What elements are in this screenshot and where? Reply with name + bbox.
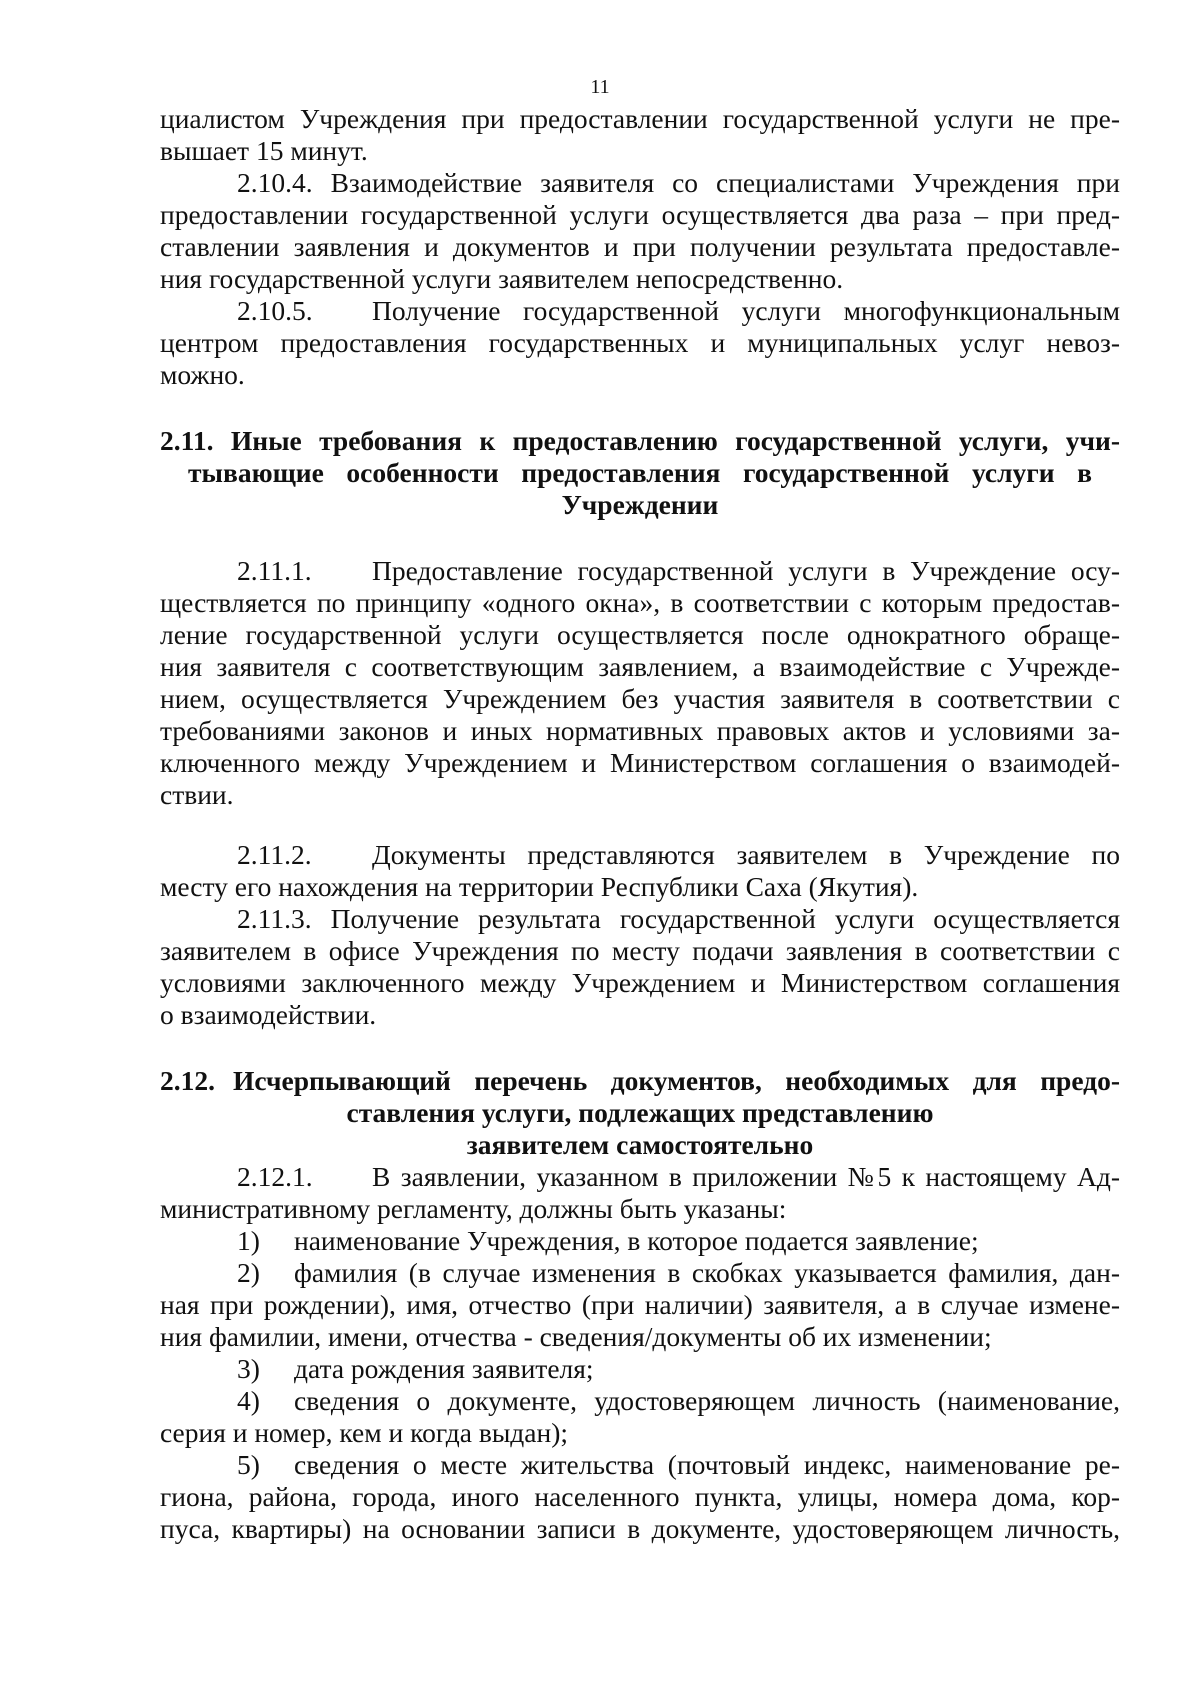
list-marker: 2): [237, 1257, 260, 1288]
text-line: ния государственной услуги заявителем непосредственно.: [160, 263, 844, 294]
text-line: 2.12.1. В заявлении, указанном в приложении №5 к настоящему Ад-: [237, 1161, 1120, 1192]
heading-line: заявителем самостоятельно: [466, 1129, 814, 1160]
text-line: 1) наименование Учреждения, в которое подается заявление;: [237, 1225, 979, 1256]
text-line: ключенного между Учреждением и Министерством соглашения о взаимодей-: [160, 747, 1120, 778]
text-line: ление государственной услуги осуществляется после однократного обраще-: [160, 619, 1120, 650]
text-line: можно.: [160, 359, 245, 390]
list-marker: 3): [237, 1353, 260, 1384]
paragraph-number: 2.11.2.: [237, 839, 312, 870]
paragraph-2-10-5: [160, 295, 1120, 391]
text-line: 2) фамилия (в случае изменения в скобках указывается фамилия, дан-: [237, 1257, 1120, 1288]
text-line: гиона, района, города, иного населенного пункта, улицы, номера дома, кор-: [160, 1481, 1120, 1512]
text-line: 2.10.5. Получение государственной услуги многофункциональным: [237, 295, 1120, 326]
text-line: 4) сведения о документе, удостоверяющем личность (наименование,: [237, 1385, 1120, 1416]
text-line: условиями заключенного между Учреждением и Министерством соглашения: [160, 967, 1120, 998]
list-item: [160, 1385, 1120, 1449]
paragraph-2-11-1: [160, 555, 1120, 811]
paragraph-2-11-3: [160, 903, 1120, 1031]
list-item: [160, 1225, 1120, 1257]
text-line: ставлении заявления и документов и при получении результата предоставле-: [160, 231, 1120, 262]
text-line: 2.10.4. Взаимодействие заявителя со специалистами Учреждения при: [237, 167, 1120, 198]
list-item: [160, 1257, 1120, 1353]
paragraph-number: 2.11.3.: [237, 903, 312, 934]
paragraph-number: 2.10.5.: [237, 295, 313, 326]
list-marker: 4): [237, 1385, 260, 1416]
heading-line: 2.12. Исчерпывающий перечень документов, необходимых для предо-: [160, 1065, 1120, 1096]
list-item: [160, 1353, 1120, 1385]
text-line: пуса, квартиры) на основании записи в документе, удостоверяющем личность,: [160, 1513, 1120, 1544]
paragraph-2-10-4: [160, 167, 1120, 295]
requirements-list: [160, 1225, 1120, 1545]
list-marker: 1): [237, 1225, 260, 1256]
section-heading-2-12: [160, 1065, 1120, 1161]
text-line: 5) сведения о месте жительства (почтовый индекс, наименование ре-: [237, 1449, 1120, 1480]
text-line: ная при рождении), имя, отчество (при наличии) заявителя, а в случае измене-: [160, 1289, 1120, 1320]
heading-line: ставления услуги, подлежащих представлению: [346, 1097, 934, 1128]
paragraph-number: 2.10.4.: [237, 167, 313, 198]
text-line: 2.11.2. Документы представляются заявителем в Учреждение по: [237, 839, 1120, 870]
text-line: ния фамилии, имени, отчества - сведения/документы об их изменении;: [160, 1321, 992, 1352]
section-number: 2.11.: [160, 425, 214, 456]
list-marker: 5): [237, 1449, 260, 1480]
text-line: предоставлении государственной услуги осуществляется два раза – при пред-: [160, 199, 1120, 230]
text-line: министративному регламенту, должны быть указаны:: [160, 1193, 787, 1224]
page-number: 11: [590, 76, 610, 98]
section-number: 2.12.: [160, 1065, 215, 1096]
paragraph-number: 2.11.1.: [237, 555, 312, 586]
text-line: серия и номер, кем и когда выдан);: [160, 1417, 569, 1448]
text-line: циалистом Учреждения при предоставлении государственной услуги не пре-: [160, 103, 1120, 134]
text-line: месту его нахождения на территории Республики Саха (Якутия).: [160, 871, 919, 902]
text-line: нием, осуществляется Учреждением без участия заявителя в соответствии с: [160, 683, 1120, 714]
text-line: ния заявителя с соответствующим заявлением, а взаимодействие с Учрежде-: [160, 651, 1120, 682]
text-line: 2.11.3. Получение результата государственной услуги осуществляется: [237, 903, 1121, 934]
heading-line: тывающие особенности предоставления государственной услуги в: [188, 457, 1092, 488]
text-line: ществляется по принципу «одного окна», в соответствии с которым предостав-: [160, 587, 1120, 618]
text-line: требованиями законов и иных нормативных правовых актов и условиями за-: [160, 715, 1120, 746]
text-line: центром предоставления государственных и муниципальных услуг невоз-: [160, 327, 1120, 358]
paragraph-2-11-2: [160, 839, 1120, 903]
text-line: вышает 15 минут.: [160, 135, 368, 166]
paragraph-2-12-1: [160, 1161, 1120, 1225]
text-line: 3) дата рождения заявителя;: [237, 1353, 594, 1384]
paragraph-continuation: [160, 103, 1120, 167]
text-line: 2.11.1. Предоставление государственной услуги в Учреждение осу-: [237, 555, 1120, 586]
heading-line: 2.11. Иные требования к предоставлению государственной услуги, учи-: [160, 425, 1120, 456]
document-text: [160, 103, 1120, 1545]
text-line: о взаимодействии.: [160, 999, 377, 1030]
heading-line: Учреждении: [561, 489, 719, 520]
text-line: ствии.: [160, 779, 234, 810]
text-line: заявителем в офисе Учреждения по месту подачи заявления в соответствии с: [160, 935, 1120, 966]
paragraph-number: 2.12.1.: [237, 1161, 313, 1192]
section-heading-2-11: [160, 425, 1120, 521]
list-item: [160, 1449, 1120, 1545]
